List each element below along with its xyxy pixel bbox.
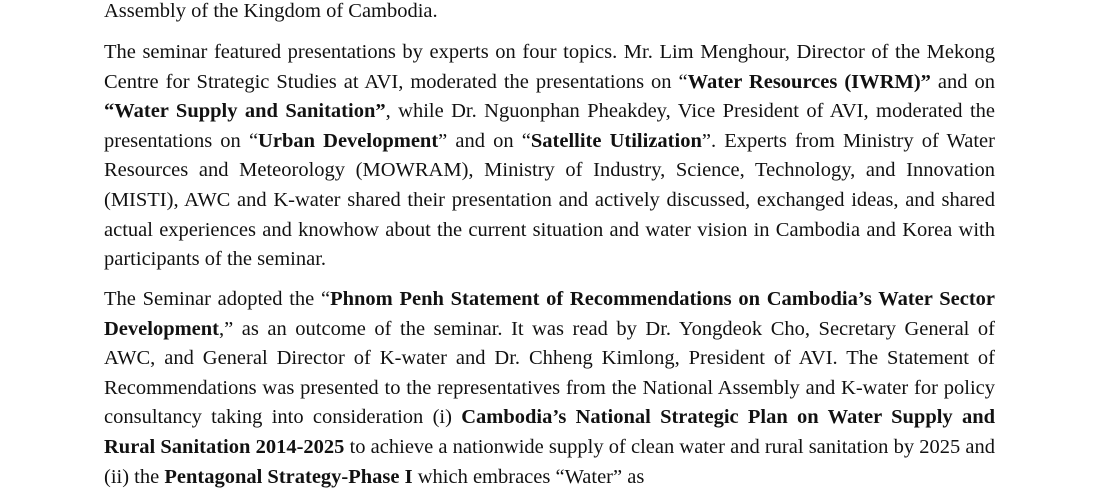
paragraph-intro-tail [104,0,995,27]
text-run: ” and on “ [438,129,531,152]
paragraph-seminar-presentations [104,38,995,275]
bold-text-run: Urban Development [258,129,439,152]
text-run: which embraces “Water” as [412,465,645,488]
bold-text-run: Water Resources (IWRM)” [687,70,931,93]
bold-text-run: “Water Supply and Sanitation” [104,100,386,123]
bold-text-run: Cambodia’s National Strategic Plan on Water Supply and Rural Sanitation 2014-2025 [104,406,995,458]
bold-text-run: Pentagonal Strategy-Phase I [164,465,413,488]
text-run: Assembly of the Kingdom of Cambodia. [104,0,438,22]
text-run: The seminar featured presentations by experts on four topics. Mr. Lim Menghour, Director of the Mekong Centre for Strategic Studies at AVI, moderated the presentations on “ [104,41,995,93]
bold-text-run: Satellite Utilization [530,129,702,152]
bold-text-run: Phnom Penh Statement of Recommendations on Cambodia’s Water Sector Development [104,288,995,340]
text-run: , while Dr. Nguonphan Pheakdey, Vice President of AVI, moderated the presentations on “ [104,100,995,152]
text-run: ”. Experts from Ministry of Water Resources and Meteorology (MOWRAM), Ministry of Industry, Science, Technology, and Innovation (MISTI), AWC and K-water shared their presentation and actively discussed, exchanged ideas, and shared actual experiences and knowhow about the current situation and water vision in Cambodia and Korea with participants of the seminar. [104,129,995,271]
paragraph-seminar-outcome [104,285,995,490]
text-run: and on [930,70,995,93]
text-run: The Seminar adopted the “ [104,288,331,310]
text-run: to achieve a nationwide supply of clean water and rural sanitation by 2025 and (ii) the [104,435,995,488]
text-run: ,” as an outcome of the seminar. It was read by Dr. Yongdeok Cho, Secretary General of AWC, and General Director of K-water and Dr. Chheng Kimlong, President of AVI. The Statement of Recommendations was presented to the representatives from the National Assembly and K-water for policy consultancy taking into consideration (i) [104,317,995,429]
